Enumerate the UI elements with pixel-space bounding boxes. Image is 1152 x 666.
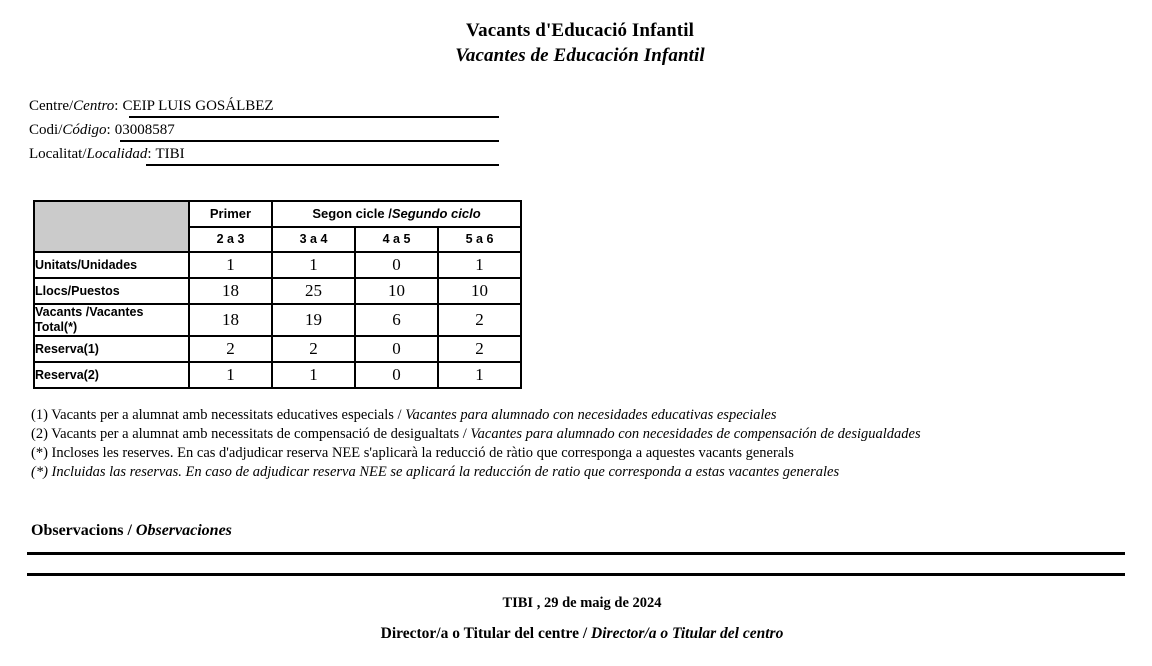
field-value-centre[interactable]: CEIP LUIS GOSÁLBEZ <box>122 98 274 114</box>
document-footer <box>0 592 1152 645</box>
footnote-asterisk-spanish: (*) Incluidas las reservas. En caso de adjudicar reserva NEE se aplicará la reducción de ratio que corresponda a estas vacantes generales <box>31 464 840 480</box>
header-age-5-6: 5 a 6 <box>438 227 521 252</box>
row-label-reserva-2: Reserva(2) <box>34 362 189 388</box>
cell-reserva2-3-4: 1 <box>272 362 355 388</box>
field-row-codi <box>29 120 499 144</box>
cell-unitats-4-5: 0 <box>355 252 438 278</box>
vacancies-table <box>33 200 522 389</box>
cell-unitats-5-6: 1 <box>438 252 521 278</box>
table-row <box>34 336 521 362</box>
cell-llocs-3-4: 25 <box>272 278 355 304</box>
field-underline-localitat <box>146 164 499 166</box>
header-age-3-4: 3 a 4 <box>272 227 355 252</box>
table-row <box>34 252 521 278</box>
cell-unitats-3-4: 1 <box>272 252 355 278</box>
header-second-cycle: Segon cicle /Segundo ciclo <box>272 201 521 227</box>
footnote-2: (2) Vacants per a alumnat amb necessitats de compensació de desigualtats / Vacantes para alumnado con necesidades de compensación de desigualdades <box>31 426 921 442</box>
cell-reserva1-2-3: 2 <box>189 336 272 362</box>
footnotes <box>31 406 1131 482</box>
field-value-codi[interactable]: 03008587 <box>114 122 175 138</box>
cell-vacants-5-6: 2 <box>438 304 521 336</box>
row-label-llocs: Llocs/Puestos <box>34 278 189 304</box>
field-label-localitat: Localitat/Localidad: <box>29 146 152 162</box>
cell-unitats-2-3: 1 <box>189 252 272 278</box>
footnote-asterisk-catalan: (*) Incloses les reserves. En cas d'adjudicar reserva NEE s'aplicarà la reducció de ràtio que corresponga a aquestes vacants generals <box>31 445 794 461</box>
cell-vacants-4-5: 6 <box>355 304 438 336</box>
cell-reserva2-5-6: 1 <box>438 362 521 388</box>
cell-reserva2-4-5: 0 <box>355 362 438 388</box>
header-first-cycle: Primer <box>189 201 272 227</box>
cell-vacants-3-4: 19 <box>272 304 355 336</box>
header-age-2-3: 2 a 3 <box>189 227 272 252</box>
title-spanish: Vacantes de Educación Infantil <box>455 45 705 66</box>
cell-reserva2-2-3: 1 <box>189 362 272 388</box>
cell-llocs-5-6: 10 <box>438 278 521 304</box>
observations-line-2[interactable] <box>27 573 1125 576</box>
observations-line-1[interactable] <box>27 552 1125 555</box>
field-underline-centre <box>129 116 499 118</box>
identification-fields <box>29 96 499 168</box>
row-label-vacants-total: Vacants /Vacantes Total(*) <box>34 304 189 336</box>
row-label-unitats: Unitats/Unidades <box>34 252 189 278</box>
cell-llocs-2-3: 18 <box>189 278 272 304</box>
footnote-1: (1) Vacants per a alumnat amb necessitats educatives especials / Vacantes para alumnado con necesidades educativas especiales <box>31 407 777 423</box>
document-title <box>0 18 1152 68</box>
table-row <box>34 362 521 388</box>
table-row <box>34 304 521 336</box>
field-value-localitat[interactable]: TIBI <box>155 146 185 162</box>
cell-reserva1-5-6: 2 <box>438 336 521 362</box>
table-corner-cell <box>34 201 189 252</box>
field-label-centre: Centre/Centro: <box>29 98 119 114</box>
cell-reserva1-3-4: 2 <box>272 336 355 362</box>
place-and-date: TIBI , 29 de maig de 2024 <box>502 595 662 611</box>
field-underline-codi <box>120 140 499 142</box>
title-catalan: Vacants d'Educació Infantil <box>466 20 694 41</box>
field-label-codi: Codi/Código: <box>29 122 111 138</box>
cell-vacants-2-3: 18 <box>189 304 272 336</box>
table-header-row-cycles <box>34 201 521 227</box>
header-age-4-5: 4 a 5 <box>355 227 438 252</box>
signature-label: Director/a o Titular del centre / Director/a o Titular del centro <box>380 625 784 642</box>
cell-reserva1-4-5: 0 <box>355 336 438 362</box>
field-row-centre <box>29 96 499 120</box>
observations-heading: Observacions / Observaciones <box>31 522 232 539</box>
table-row <box>34 278 521 304</box>
field-row-localitat <box>29 144 499 168</box>
row-label-reserva-1: Reserva(1) <box>34 336 189 362</box>
cell-llocs-4-5: 10 <box>355 278 438 304</box>
